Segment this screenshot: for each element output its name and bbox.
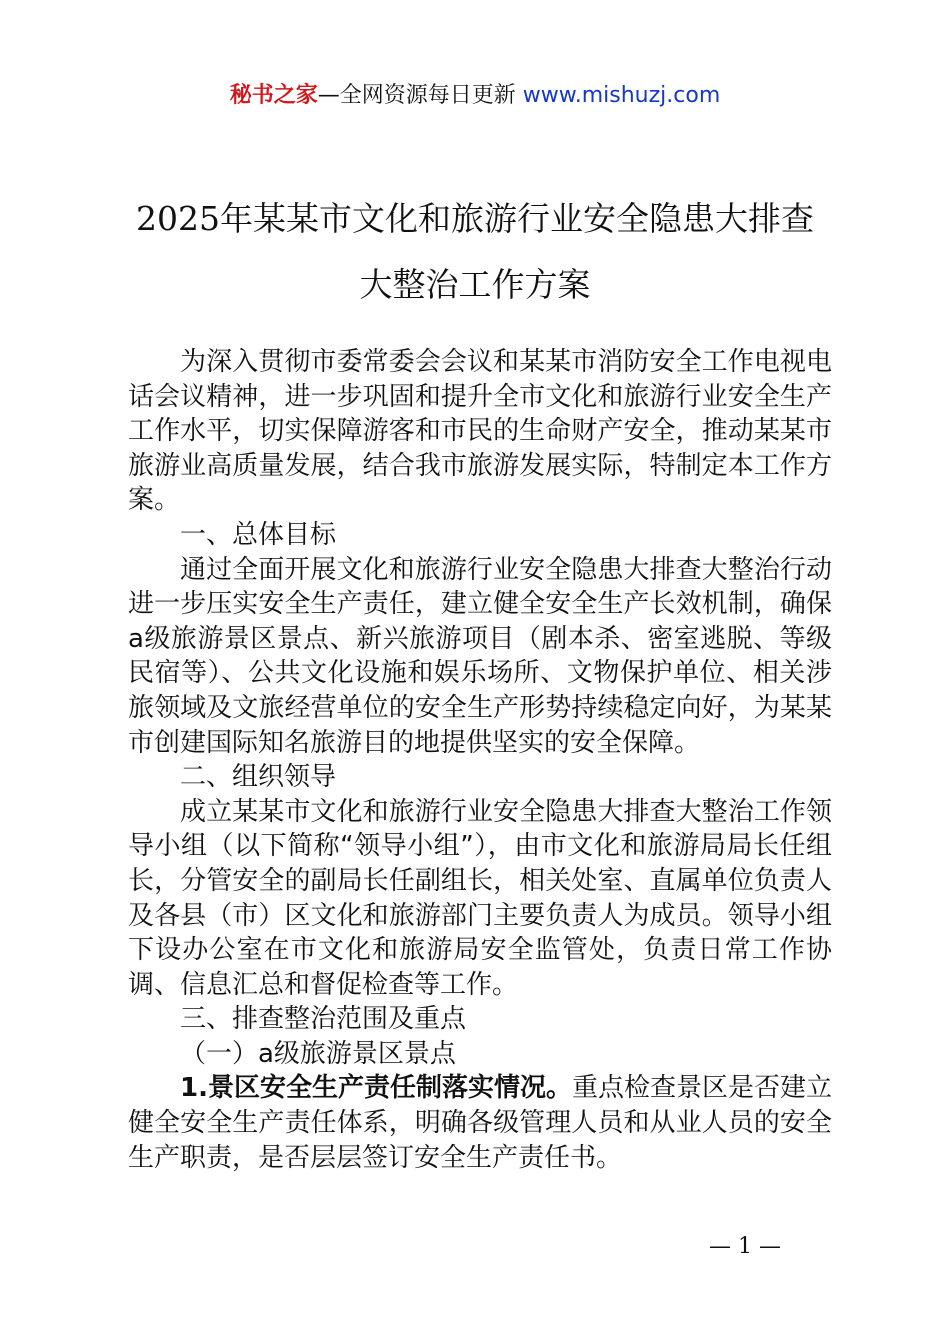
section-heading-organization: 二、组织领导	[180, 762, 337, 793]
site-header	[0, 80, 950, 112]
organization-paragraph: 成立某某市文化和旅游行业安全隐患大排查大整治工作领导小组（以下简称“领导小组”），由市文化和旅游局局长任组长，分管安全的副局长任副组长，相关处室、直属单位负责人及各县（市）区文化和旅游部门主要负责人为成员。领导小组下设办公室在市文化和旅游局安全监管处，负责日常工作协调、信息汇总和督促检查等工作。	[128, 796, 832, 1000]
goal-paragraph: 通过全面开展文化和旅游行业安全隐患大排查大整治行动进一步压实安全生产责任，建立健全安全生产长效机制，确保a级旅游景区景点、新兴旅游项目（剧本杀、密室逃脱、等级民宿等）、公共文化设施和娱乐场所、文物保护单位、相关涉旅领域及文旅经营单位的安全生产形势持续稳定向好，为某某市创建国际知名旅游目的地提供坚实的安全保障。	[128, 554, 832, 758]
section-heading-overall-goal: 一、总体目标	[180, 519, 337, 550]
responsibility-lead: 1.景区安全生产责任制落实情况。	[180, 1073, 572, 1104]
document-title: 2025年某某市文化和旅游行业安全隐患大排查大整治工作方案	[136, 199, 814, 304]
responsibility-paragraph	[128, 1071, 832, 1175]
subsection-heading-a-scenic: （一）a级旅游景区景点	[180, 1038, 456, 1069]
page-number: — 1 —	[709, 1234, 781, 1259]
site-url-link[interactable]: www.mishuzj.com	[522, 83, 721, 108]
site-brand: 秘书之家	[229, 83, 318, 108]
intro-paragraph: 为深入贯彻市委常委会会议和某某市消防安全工作电视电话会议精神，进一步巩固和提升全市文化和旅游行业安全生产工作水平，切实保障游客和市民的生命财产安全，推动某某市旅游业高质量发展，结合我市旅游发展实际，特制定本工作方案。	[128, 347, 832, 516]
site-tagline: —全网资源每日更新	[317, 83, 523, 108]
responsibility-text: 重点检查景区是否建立健全安全生产责任体系，明确各级管理人员和从业人员的安全生产职责，是否层层签订安全生产责任书。	[128, 1073, 832, 1173]
document-body	[128, 345, 832, 1175]
section-heading-scope: 三、排查整治范围及重点	[180, 1004, 467, 1035]
